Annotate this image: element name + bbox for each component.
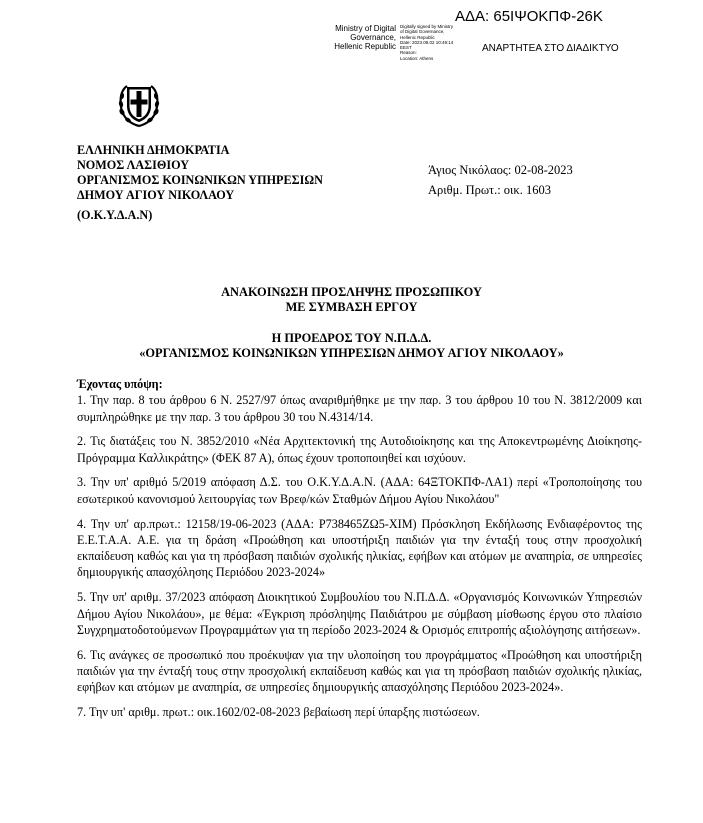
issuer-title: Η ΠΡΟΕΔΡΟΣ ΤΟΥ Ν.Π.Δ.Δ. [271,331,432,345]
considerations-heading: Έχοντας υπόψη: [77,377,163,391]
consideration-item: 5. Την υπ' αριθμ. 37/2023 απόφαση Διοικητικού Συμβουλίου του Ν.Π.Δ.Δ. «Οργανισμός Κοινωνικών Υπηρεσιών Δήμου Αγίου Νικολάου», με θέμα: «Έγκριση πρόσληψης Παιδιάτρου με σύμβαση μίσθωσης έργου στο πλαίσιο Συγχρηματοδοτούμενων Προγραμμάτων για τη περίοδο 2023-2024 & Ορισμός επιτροπής αξιολόγησης αιτήσεων». [77,590,642,637]
date-protocol-block [428,160,573,200]
announcement-subtitle: ΜΕ ΣΥΜΒΑΣΗ ΕΡΓΟΥ [285,300,418,314]
consideration-item: 4. Την υπ' αρ.πρωτ.: 12158/19-06-2023 (ΑΔΑ: Ρ738465ΖΩ5-ΧΙΜ) Πρόσκληση Εκδήλωσης Ενδιαφέροντος της Ε.Ε.Τ.Α.Α. Α.Ε. για τη δράση «Προώθηση και υποστήριξη παιδιών για την ένταξή τους στην προσχολική εκπαίδευση καθώς και για τη πρόσβαση παιδιών σχολικής ηλικίας, εφήβων και ατόμων με αναπηρία, σε υπηρεσίες δημιουργικής απασχόλησης Περιόδου 2023-2024» [77,516,642,580]
greek-coat-of-arms-icon [118,82,160,128]
signature-org-line: Governance, [350,33,396,42]
ada-code: ΑΔΑ: 65ΙΨΟΚΠΦ-26Κ [455,8,603,25]
digital-signature-details: Digitally signed by Ministry of Digital Governance, Hellenic Republic Date: 2023.08.02 10:49:14 EEST Reason: Location: Athens [400,24,454,61]
issuer-line: ΝΟΜΟΣ ΛΑΣΙΘΙΟΥ [77,158,190,172]
signature-org-line: Hellenic Republic [334,42,396,51]
consideration-item: 6. Τις ανάγκες σε προσωπικό που προέκυψαν για την υλοποίηση του προγράμματος «Προώθηση και υποστήριξη παιδιών για την ένταξή τους στην προσχολική εκπαίδευση καθώς και για τη πρόσβαση παιδιών σχολικής ηλικίας, εφήβων και ατόμων με αναπηρία, σε υπηρεσίες δημιουργικής απασχόλησης Περιόδου 2023-2024». [77,647,642,695]
place-date: Άγιος Νικόλαος: 02-08-2023 [428,163,573,177]
consideration-item: 2. Τις διατάξεις του Ν. 3852/2010 «Νέα Αρχιτεκτονική της Αυτοδιοίκησης και της Αποκεντρωμένης Διοίκησης- Πρόγραμμα Καλλικράτης» (ΦΕΚ 87 Α), όπως έχουν τροποποιηθεί και ισχύουν. [77,434,642,465]
consideration-item: 1. Την παρ. 8 του άρθρου 6 Ν. 2527/97 όπως αναριθμήθηκε με την παρ. 3 του άρθρου 10 του Ν. 3812/2009 και συμπληρώθηκε με την παρ. 3 του άρθρου 30 του Ν.4314/14. [77,393,642,424]
announcement-title-block [0,285,703,361]
consideration-item: 7. Την υπ' αριθμ. πρωτ.: οικ.1602/02-08-2023 βεβαίωση περί ύπαρξης πιστώσεων. [77,705,480,720]
digital-signature-org [328,24,396,51]
org-acronym: (Ο.Κ.Υ.Δ.Α.Ν) [77,208,153,222]
issuer-line: ΕΛΛΗΝΙΚΗ ΔΗΜΟΚΡΑΤΙΑ [77,143,230,157]
document-body [77,376,642,729]
announcement-title: ΑΝΑΚΟΙΝΩΣΗ ΠΡΟΣΛΗΨΗΣ ΠΡΟΣΩΠΙΚΟΥ [221,285,482,299]
issuer-line: ΟΡΓΑΝΙΣΜΟΣ ΚΟΙΝΩΝΙΚΩΝ ΥΠΗΡΕΣΙΩΝ [77,173,323,187]
publish-notice: ΑΝΑΡΤΗΤΕΑ ΣΤΟ ΔΙΑΔΙΚΤΥΟ [482,43,619,54]
signature-org-line: Ministry of Digital [335,24,396,33]
issuer-line: ΔΗΜΟΥ ΑΓΙΟΥ ΝΙΚΟΛΑΟΥ [77,188,235,202]
issuer-organization: «ΟΡΓΑΝΙΣΜΟΣ ΚΟΙΝΩΝΙΚΩΝ ΥΠΗΡΕΣΙΩΝ ΔΗΜΟΥ ΑΓΙΟΥ ΝΙΚΟΛΑΟΥ» [139,346,564,360]
consideration-item: 3. Την υπ' αριθμό 5/2019 απόφαση Δ.Σ. του Ο.Κ.Υ.Δ.Α.Ν. (ΑΔΑ: 64ΞΤΟΚΠΦ-ΛΑ1) περί «Τροποποίησης του εσωτερικού κανονισμού λειτουργίας των Βρεφ/κών Σταθμών Δήμου Αγίου Νικολάου" [77,475,642,506]
issuer-header [77,143,323,223]
protocol-number: Αριθμ. Πρωτ.: οικ. 1603 [428,183,551,197]
